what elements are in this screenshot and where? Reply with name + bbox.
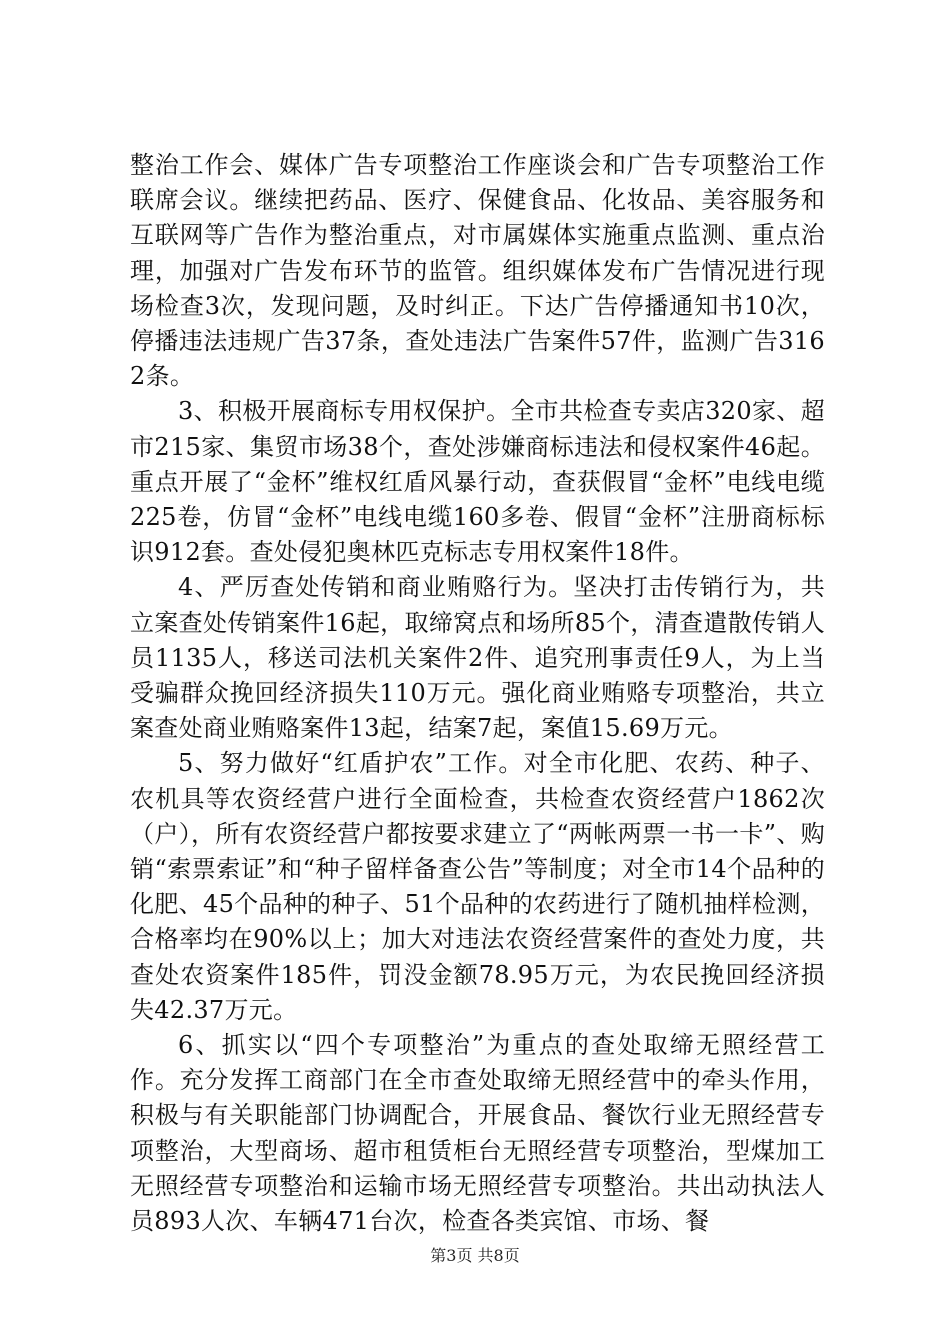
document-body: [130, 148, 825, 1239]
paragraph-pyramid-selling-bribery: 4、严厉查处传销和商业贿赂行为。坚决打击传销行为，共立案查处传销案件16起，取缔窝点和场所85个，清查遣散传销人员1135人，移送司法机关案件2件、追究刑事责任9人，为上当受骗群众挽回经济损失110万元。强化商业贿赂专项整治，共立案查处商业贿赂案件13起，结案7起，案值15.69万元。: [130, 573, 825, 743]
page-number: 第3页 共8页: [430, 1246, 520, 1265]
paragraph-red-shield-agriculture: 5、努力做好“红盾护农”工作。对全市化肥、农药、种子、农机具等农资经营户进行全面检查，共检查农资经营户1862次（户），所有农资经营户都按要求建立了“两帐两票一书一卡”、购销“索票索证”和“种子留样备查公告”等制度；对全市14个品种的化肥、45个品种的种子、51个品种的农药进行了随机抽样检测，合格率均在90%以上；加大对违法农资经营案件的查处力度，共查处农资案件185件，罚没金额78.95万元，为农民挽回经济损失42.37万元。: [130, 749, 825, 1024]
paragraph-trademark-protection: 3、积极开展商标专用权保护。全市共检查专卖店320家、超市215家、集贸市场38个，查处涉嫌商标违法和侵权案件46起。重点开展了“金杯”维权红盾风暴行动，查获假冒“金杯”电线电缆225卷，仿冒“金杯”电线电缆160多卷、假冒“金杯”注册商标标识912套。查处侵犯奥林匹克标志专用权案件18件。: [130, 397, 825, 567]
paragraph-unlicensed-business: 6、抓实以“四个专项整治”为重点的查处取缔无照经营工作。充分发挥工商部门在全市查处取缔无照经营中的牵头作用，积极与有关职能部门协调配合，开展食品、餐饮行业无照经营专项整治，大型商场、超市租赁柜台无照经营专项整治，型煤加工无照经营专项整治和运输市场无照经营专项整治。共出动执法人员893人次、车辆471台次，检查各类宾馆、市场、餐: [130, 1031, 825, 1236]
paragraph-advertising-rectification: 整治工作会、媒体广告专项整治工作座谈会和广告专项整治工作联席会议。继续把药品、医疗、保健食品、化妆品、美容服务和互联网等广告作为整治重点，对市属媒体实施重点监测、重点治理，加强对广告发布环节的监管。组织媒体发布广告情况进行现场检查3次，发现问题，及时纠正。下达广告停播通知书10次，停播违法违规广告37条，查处违法广告案件57件，监测广告3162条。: [130, 151, 825, 391]
page-footer: [0, 1245, 950, 1267]
